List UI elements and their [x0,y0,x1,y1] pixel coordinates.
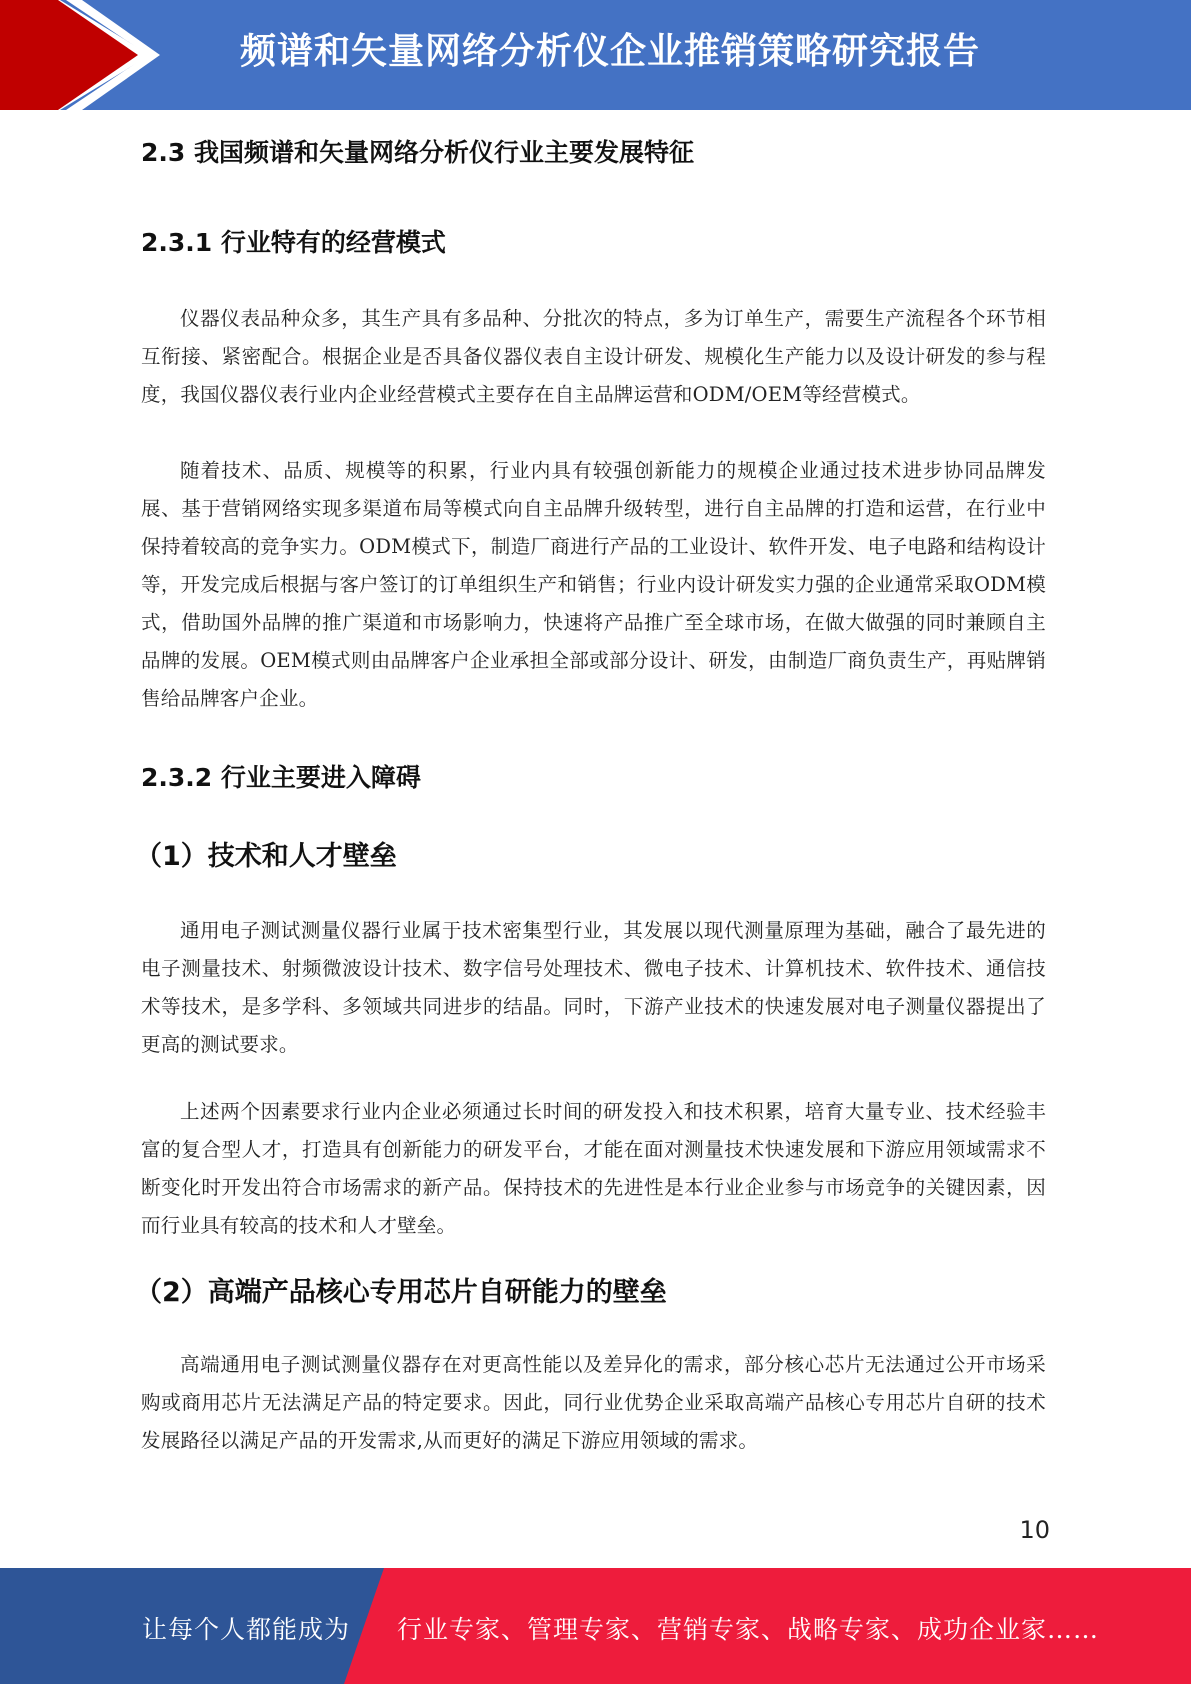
footer-slogan-right: 行业专家、管理专家、营销专家、战略专家、成功企业家…… [397,1615,1100,1644]
chip-barrier-paragraph: 高端通用电子测试测量仪器存在对更高性能以及差异化的需求，部分核心芯片无法通过公开市场采购或商用芯片无法满足产品的特定要求。因此，同行业优势企业采取高端产品核心专用芯片自研的技术发展路径以满足产品的开发需求,从而更好的满足下游应用领域的需求。 [141,1353,1046,1452]
business-model-paragraph-2: 随着技术、品质、规模等的积累，行业内具有较强创新能力的规模企业通过技术进步协同品牌发展、基于营销网络实现多渠道布局等模式向自主品牌升级转型，进行自主品牌的打造和运营，在行业中保持着较高的竞争实力。ODM模式下，制造厂商进行产品的工业设计、软件开发、电子电路和结构设计等，开发完成后根据与客户签订的订单组织生产和销售；行业内设计研发实力强的企业通常采取ODM模式，借助国外品牌的推广渠道和市场影响力，快速将产品推广至全球市场，在做大做强的同时兼顾自主品牌的发展。OEM模式则由品牌客户企业承担全部或部分设计、研发，由制造厂商负责生产，再贴牌销售给品牌客户企业。 [141,459,1046,710]
header-banner [0,0,1191,110]
tech-talent-barrier-heading: （1）技术和人才壁垒 [135,841,397,872]
tech-talent-paragraph-2: 上述两个因素要求行业内企业必须通过长时间的研发投入和技术积累，培育大量专业、技术经验丰富的复合型人才，打造具有创新能力的研发平台，才能在面对测量技术快速发展和下游应用领域需求不断变化时开发出符合市场需求的新产品。保持技术的先进性是本行业企业参与市场竞争的关键因素，因而行业具有较高的技术和人才壁垒。 [141,1100,1046,1237]
section-2-3-2-heading: 2.3.2 行业主要进入障碍 [141,763,421,792]
header-arrow-decoration [0,0,160,110]
section-2-3-heading: 2.3 我国频谱和矢量网络分析仪行业主要发展特征 [141,138,694,167]
page-number: 10 [1019,1516,1050,1544]
report-title: 频谱和矢量网络分析仪企业推销策略研究报告 [240,31,981,72]
section-2-3-1-heading: 2.3.1 行业特有的经营模式 [141,228,446,257]
footer-banner [0,1568,1191,1684]
tech-talent-paragraph-1: 通用电子测试测量仪器行业属于技术密集型行业，其发展以现代测量原理为基础，融合了最先进的电子测量技术、射频微波设计技术、数字信号处理技术、微电子技术、计算机技术、软件技术、通信技术等技术，是多学科、多领域共同进步的结晶。同时，下游产业技术的快速发展对电子测量仪器提出了更高的测试要求。 [141,919,1046,1056]
chip-barrier-heading: （2）高端产品核心专用芯片自研能力的壁垒 [135,1277,667,1308]
footer-slogan-left: 让每个人都能成为 [142,1615,351,1644]
business-model-paragraph-1: 仪器仪表品种众多，其生产具有多品种、分批次的特点，多为订单生产，需要生产流程各个环节相互衔接、紧密配合。根据企业是否具备仪器仪表自主设计研发、规模化生产能力以及设计研发的参与程度，我国仪器仪表行业内企业经营模式主要存在自主品牌运营和ODM/OEM等经营模式。 [141,307,1046,406]
